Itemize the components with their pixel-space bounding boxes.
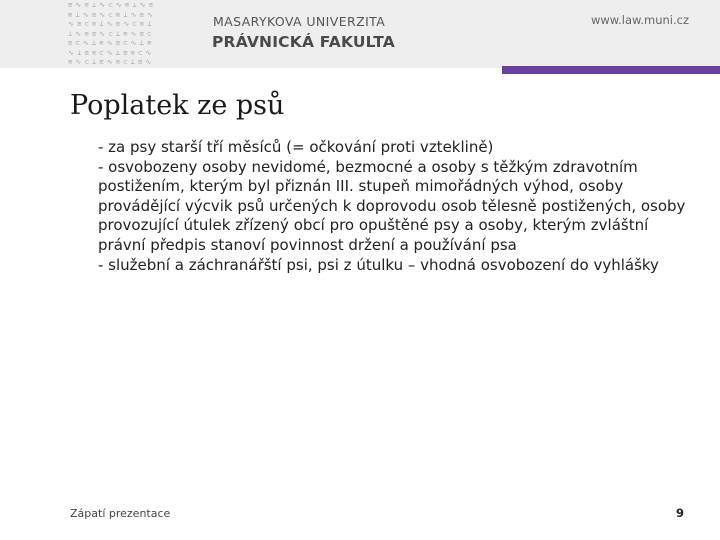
faculty-name: PRÁVNICKÁ FAKULTA xyxy=(212,33,395,51)
logo-pattern-row: ≡⊂∿⊥≋∿≡⊂∿⊥≋ xyxy=(68,39,155,47)
logo-pattern-row: ≋∿⊂⊥≡∿≋⊂⊥≡∿ xyxy=(68,58,155,66)
slide-title: Poplatek ze psů xyxy=(70,90,285,121)
accent-bar xyxy=(502,66,720,74)
university-name: MASARYKOVA UNIVERZITA xyxy=(213,14,386,29)
website-url: www.law.muni.cz xyxy=(590,13,689,27)
footer-text: Zápatí prezentace xyxy=(70,507,171,520)
logo-pattern-row: ≡∿≋⊥∿⊂∿≋⊥∿≡ xyxy=(68,1,157,9)
logo-pattern-row: ∿⊥≡≋⊂∿⊥≡≋⊂∿ xyxy=(68,48,155,57)
page-number: 9 xyxy=(675,506,684,520)
content-paragraph: - osvobozeny osoby nevidomé, bezmocné a osoby s těžkým zdravotním postižením, kterým byl přiznán III. stupeň mimořádných výhod, osoby provádějící výcvik psů určených k doprovodu osob tělesně postižených, osoby provozující útulek zřízený obcí pro opuštěné psy a osoby, kterým zvláštní právní předpis stanoví povinnost držení a používání psa xyxy=(98,157,686,254)
logo-pattern-row: ∿≡⊂≋⊥∿≡∿⊂≋⊥ xyxy=(68,20,155,28)
header-band xyxy=(0,0,720,68)
logo-pattern-row: ⊥∿≋≡∿⊂⊥≋∿≡⊂ xyxy=(68,29,155,38)
content-paragraph: - služební a záchranářští psi, psi z útulku – vhodná osvobození do vyhlášky xyxy=(98,255,659,274)
content-paragraph: - za psy starší tří měsíců (= očkování proti vzteklině) xyxy=(98,138,494,156)
slide-content xyxy=(98,138,690,275)
logo-pattern-row: ≋⊥∿≡∿⊂≋⊥∿≡∿ xyxy=(68,10,157,19)
logo-pattern xyxy=(68,2,180,66)
